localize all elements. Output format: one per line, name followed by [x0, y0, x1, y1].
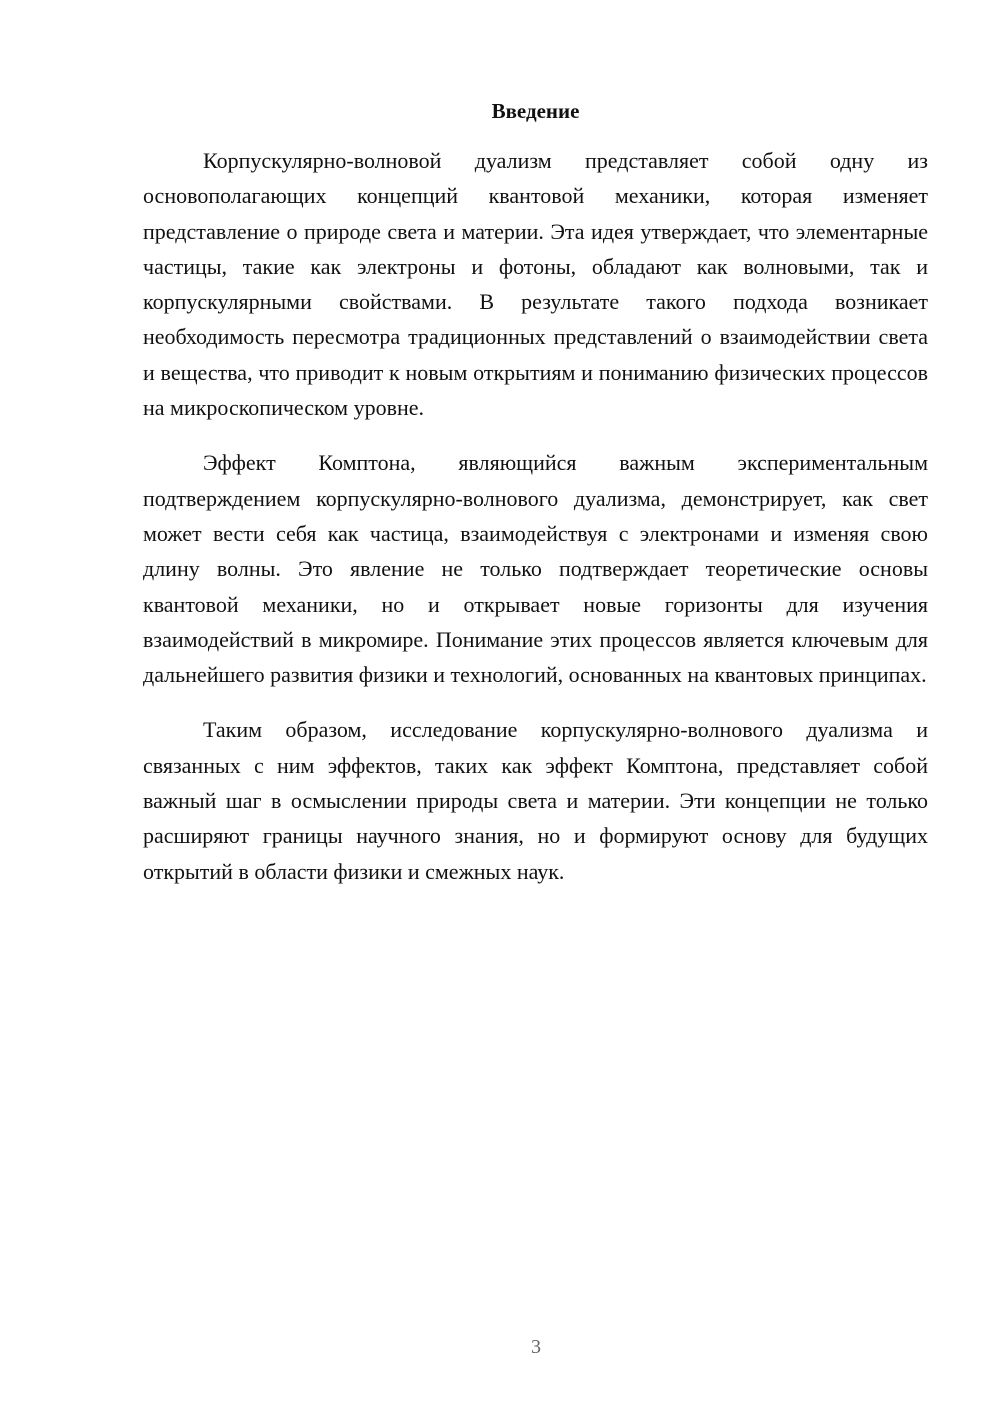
paragraph-2: Эффект Комптона, являющийся важным экспериментальным подтверждением корпускулярно-волнового дуализма, демонстрирует, как свет может вести себя как частица, взаимодействуя с электронами и изменяя свою длину волны. Это явление не только подтверждает теоретические основы квантовой механики, но и открывает новые горизонты для изучения взаимодействий в микромире. Понимание этих процессов является ключевым для дальнейшего развития физики и технологий, основанных на квантовых принципах. [143, 450, 928, 688]
document-body [143, 143, 928, 909]
paragraph-3: Таким образом, исследование корпускулярно-волнового дуализма и связанных с ним эффектов, таких как эффект Комптона, представляет собой важный шаг в осмыслении природы света и материи. Эти концепции не только расширяют границы научного знания, но и формируют основу для будущих открытий в области физики и смежных наук. [143, 717, 928, 884]
section-heading: Введение [491, 99, 580, 123]
page-number: 3 [531, 1336, 541, 1358]
paragraph-1: Корпускулярно-волновой дуализм представляет собой одну из основополагающих концепций квантовой механики, которая изменяет представление о природе света и материи. Эта идея утверждает, что элементарные частицы, такие как электроны и фотоны, обладают как волновыми, так и корпускулярными свойствами. В результате такого подхода возникает необходимость пересмотра традиционных представлений о взаимодействии света и вещества, что приводит к новым открытиям и пониманию физических процессов на микроскопическом уровне. [143, 148, 928, 421]
